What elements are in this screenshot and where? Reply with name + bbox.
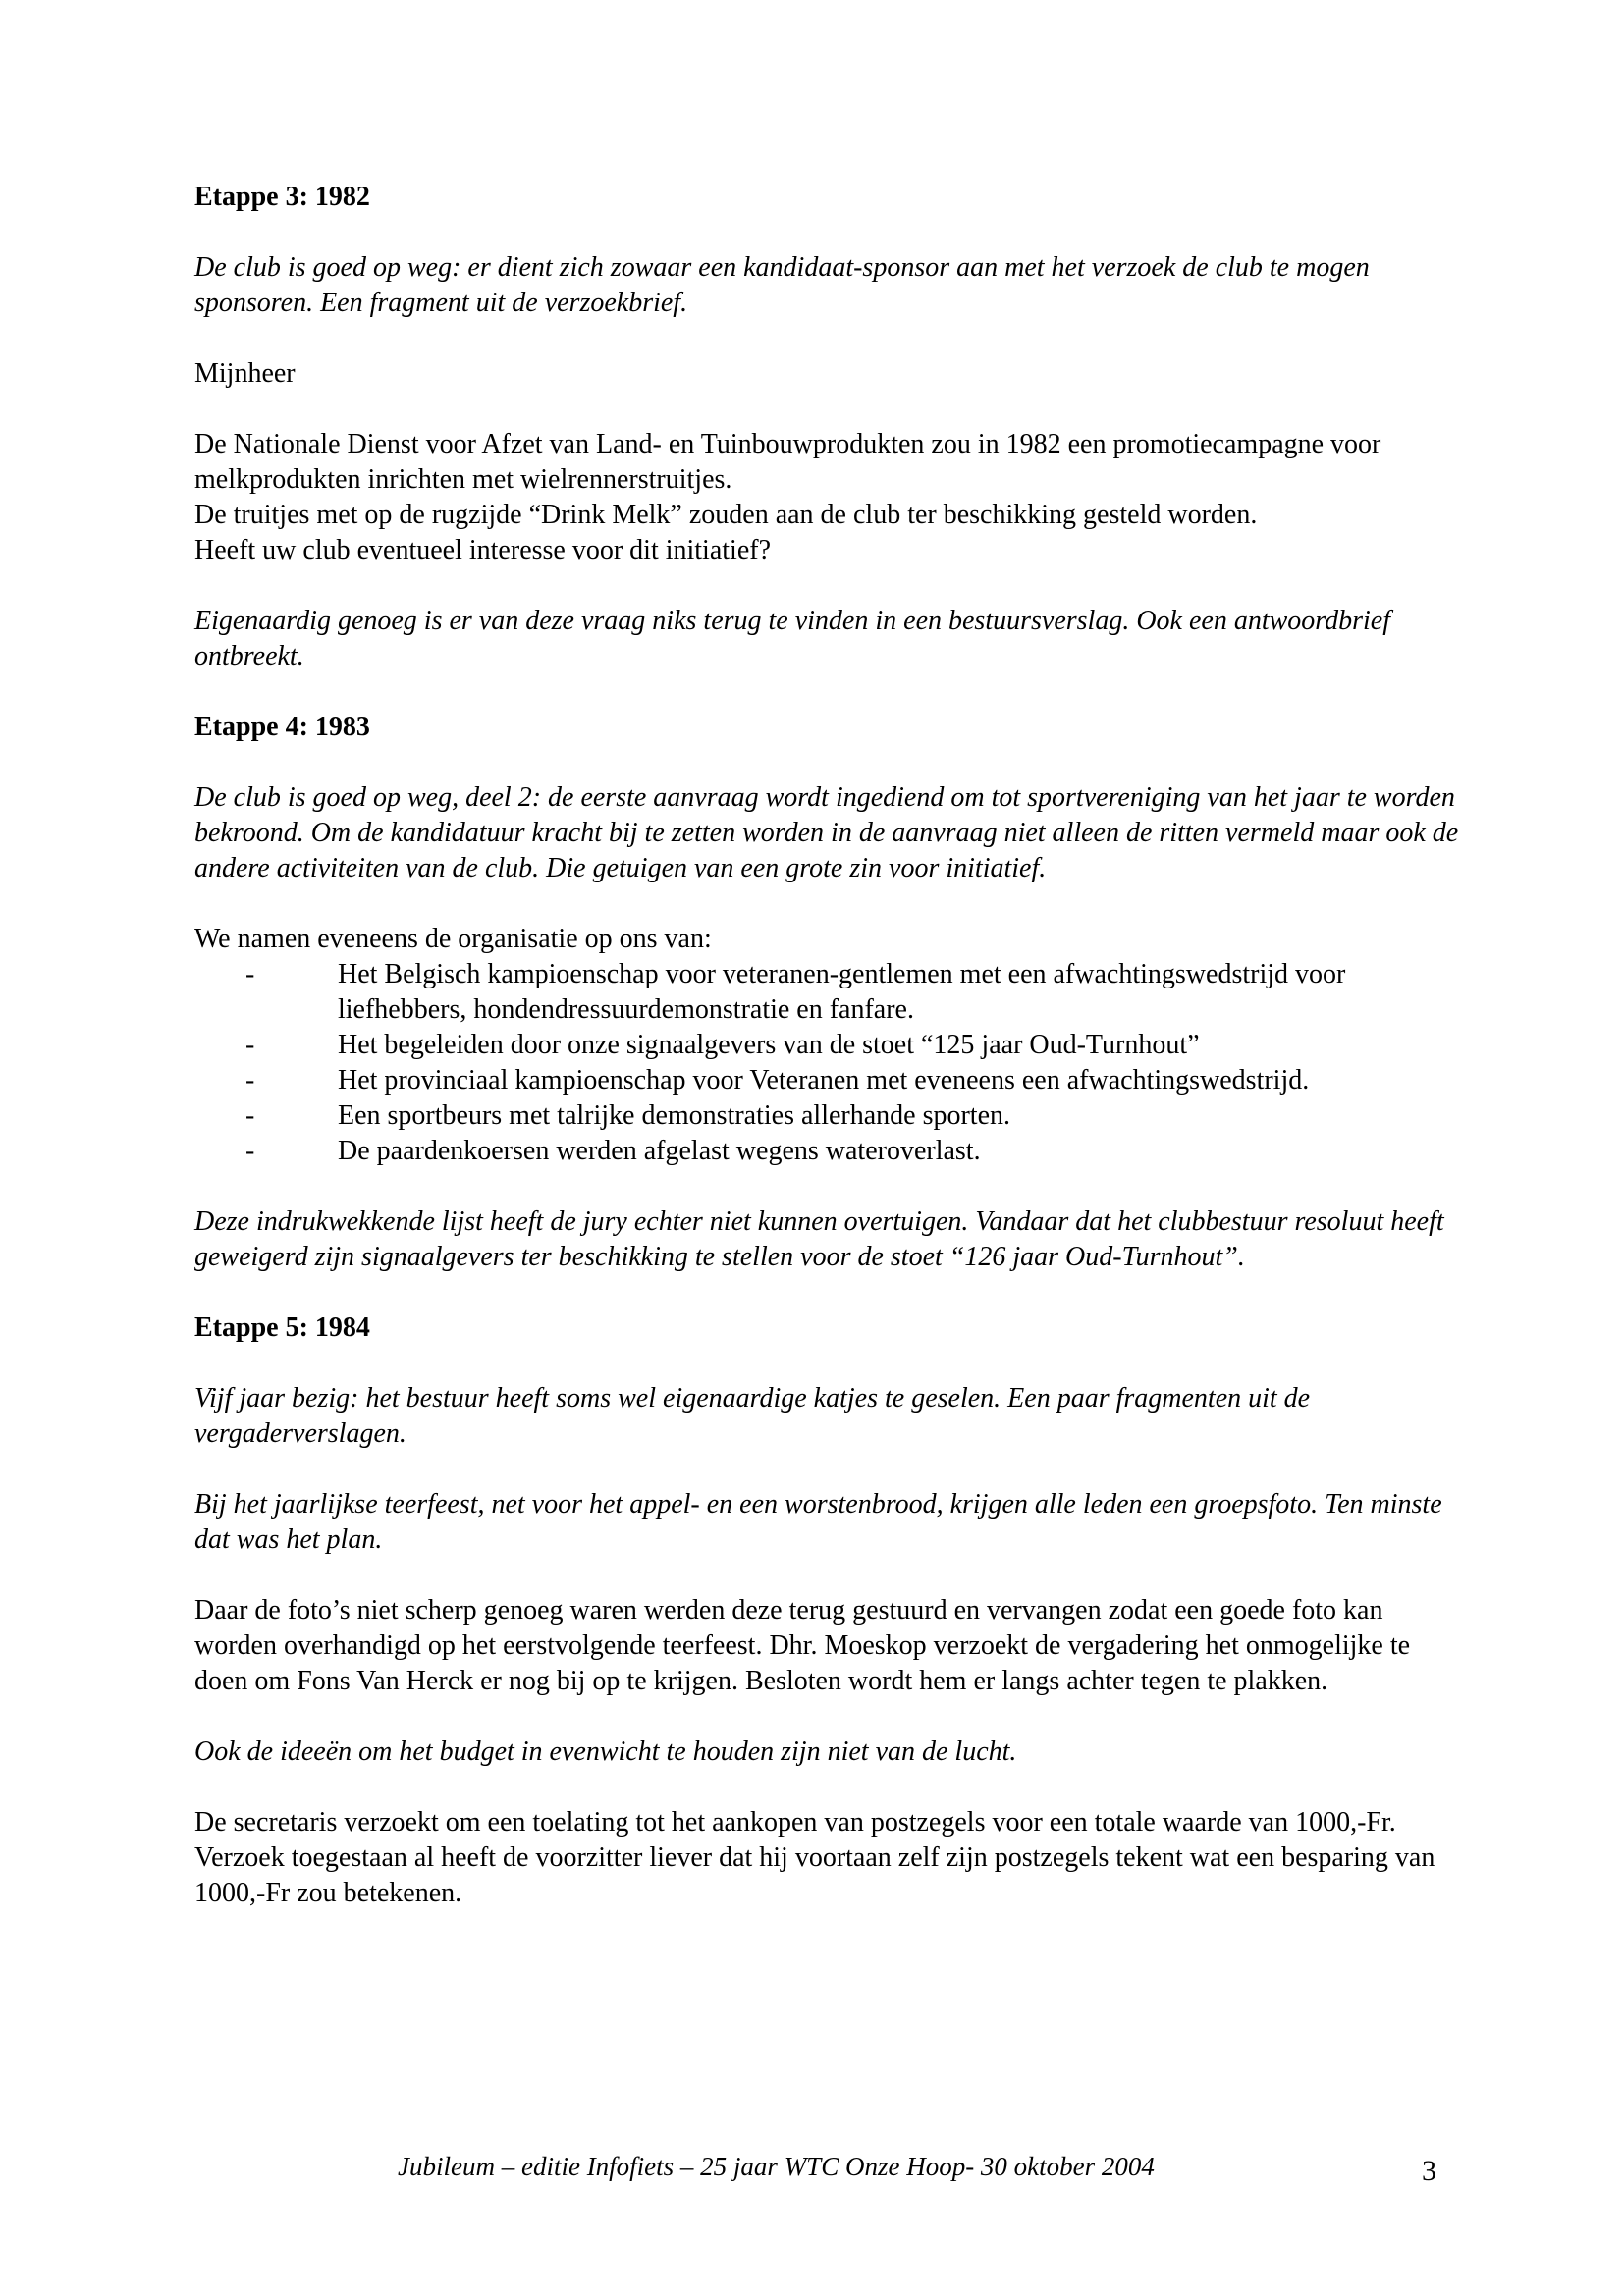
letter-paragraph: Heeft uw club eventueel interesse voor dit initiatief? — [194, 535, 772, 565]
section-intro: Vijf jaar bezig: het bestuur heeft soms wel eigenaardige katjes te geselen. Een paar fragmenten uit de vergaderverslagen. — [194, 1383, 1311, 1449]
list-item — [194, 957, 1461, 1028]
bullet-dash: - — [245, 1100, 255, 1131]
letter-salutation: Mijnheer — [194, 358, 296, 389]
list-item — [194, 1063, 1461, 1098]
section-comment: Eigenaardig genoeg is er van deze vraag niks terug te vinden in een bestuursverslag. Ook een antwoordbrief ontbreekt. — [194, 606, 1391, 671]
bullet-dash: - — [245, 1065, 255, 1095]
page-number: 3 — [1422, 2155, 1436, 2187]
letter-body — [194, 427, 1461, 568]
section-etappe-4 — [194, 710, 1461, 1275]
section-intro: De club is goed op weg, deel 2: de eerste aanvraag wordt ingediend om tot sportvereniging van het jaar te worden bekroond. Om de kandidatuur kracht bij te zetten worden in de aanvraag niet alleen de ritten vermeld maar ook de andere activiteiten van de club. Die getuigen van een grote zin voor initiatief. — [194, 782, 1459, 883]
section-intro-2: Bij het jaarlijkse teerfeest, net voor het appel- en een worstenbrood, krijgen alle leden een groepsfoto. Ten minste dat was het plan. — [194, 1489, 1442, 1555]
section-intro: De club is goed op weg: er dient zich zowaar een kandidaat-sponsor aan met het verzoek de club te mogen sponsoren. Een fragment uit de verzoekbrief. — [194, 252, 1370, 318]
section-intro-3: Ook de ideeën om het budget in evenwicht te houden zijn niet van de lucht. — [194, 1736, 1017, 1767]
bullet-dash: - — [245, 1136, 255, 1166]
letter-paragraph: De truitjes met op de rugzijde “Drink Melk” zouden aan de club ter beschikking gesteld worden. — [194, 500, 1258, 530]
list-item-text: Het Belgisch kampioenschap voor veteranen-gentlemen met een afwachtingswedstrijd voor liefhebbers, hondendressuurdemonstratie en fanfare. — [338, 959, 1346, 1025]
list-item-text: Een sportbeurs met talrijke demonstraties allerhande sporten. — [338, 1100, 1011, 1131]
list-item — [194, 1098, 1461, 1134]
bullet-dash: - — [245, 1030, 255, 1060]
list-item — [194, 1028, 1461, 1063]
list-item — [194, 1134, 1461, 1169]
list-item-text: Het provinciaal kampioenschap voor Veteranen met eveneens een afwachtingswedstrijd. — [338, 1065, 1310, 1095]
page-content — [194, 180, 1461, 1947]
section-etappe-5 — [194, 1310, 1461, 1911]
section-text-2: De secretaris verzoekt om een toelating tot het aankopen van postzegels voor een totale waarde van 1000,-Fr. Verzoek toegestaan al heeft de voorzitter liever dat hij voortaan zelf zijn postzegels tekent wat een besparing van 1000,-Fr zou betekenen. — [194, 1807, 1435, 1908]
activities-list — [194, 957, 1461, 1169]
section-comment: Deze indrukwekkende lijst heeft de jury echter niet kunnen overtuigen. Vandaar dat het clubbestuur resoluut heeft geweigerd zijn signaalgevers ter beschikking te stellen voor de stoet “126 jaar Oud-Turnhout”. — [194, 1206, 1444, 1272]
footer-text: Jubileum – editie Infofiets – 25 jaar WTC Onze Hoop- 30 oktober 2004 — [398, 2152, 1155, 2181]
bullet-dash: - — [245, 959, 255, 989]
letter-paragraph: De Nationale Dienst voor Afzet van Land- en Tuinbouwprodukten zou in 1982 een promotiecampagne voor melkprodukten inrichten met wielrennerstruitjes. — [194, 429, 1381, 495]
list-intro: We namen eveneens de organisatie op ons van: — [194, 924, 712, 954]
section-heading: Etappe 3: 1982 — [194, 182, 370, 212]
section-text: Daar de foto’s niet scherp genoeg waren werden deze terug gestuurd en vervangen zodat een goede foto kan worden overhandigd op het eerstvolgende teerfeest. Dhr. Moeskop verzoekt de vergadering het onmogelijke te doen om Fons Van Herck er nog bij op te krijgen. Besloten wordt hem er langs achter tegen te plakken. — [194, 1595, 1411, 1696]
list-item-text: De paardenkoersen werden afgelast wegens wateroverlast. — [338, 1136, 981, 1166]
list-item-text: Het begeleiden door onze signaalgevers van de stoet “125 jaar Oud-Turnhout” — [338, 1030, 1200, 1060]
section-etappe-3 — [194, 180, 1461, 674]
section-heading: Etappe 4: 1983 — [194, 712, 370, 742]
section-heading: Etappe 5: 1984 — [194, 1312, 370, 1343]
